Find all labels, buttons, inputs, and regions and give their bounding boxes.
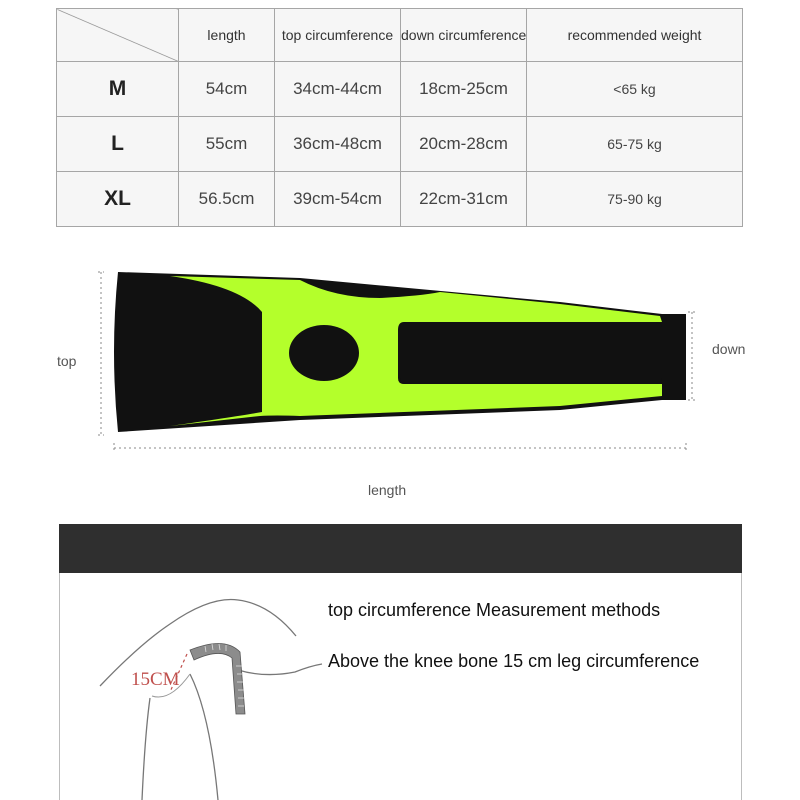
knee-outline xyxy=(238,664,322,675)
down-cell: 20cm-28cm xyxy=(401,117,527,172)
down-cell: 22cm-31cm xyxy=(401,172,527,227)
measurement-mark-label: 15CM xyxy=(131,669,180,690)
weight-cell: <65 kg xyxy=(527,62,743,117)
sleeve-knee-pad xyxy=(289,325,359,381)
weight-cell: 65-75 kg xyxy=(527,117,743,172)
length-cell: 54cm xyxy=(179,62,275,117)
knee-measurement-illustration xyxy=(60,574,330,800)
length-cell: 55cm xyxy=(179,117,275,172)
table-corner-cell xyxy=(57,9,179,62)
weight-cell: 75-90 kg xyxy=(527,172,743,227)
down-label: down xyxy=(712,341,746,357)
table-row xyxy=(57,62,743,117)
length-label: length xyxy=(368,482,407,498)
sleeve-diagram xyxy=(0,250,800,510)
sleeve-lower-pad xyxy=(400,322,662,384)
header-recommended-weight: recommended weight xyxy=(527,9,743,62)
header-length: length xyxy=(179,9,275,62)
header-top-circumference: top circumference xyxy=(275,9,401,62)
size-chart-table xyxy=(56,8,743,227)
top-cell: 36cm-48cm xyxy=(275,117,401,172)
top-cell: 34cm-44cm xyxy=(275,62,401,117)
measurement-method-title: top circumference Measurement methods xyxy=(328,600,661,620)
measuring-tape xyxy=(190,643,245,714)
table-header-row xyxy=(57,9,743,62)
top-label: top xyxy=(57,353,77,369)
section-header-band xyxy=(59,524,742,573)
top-cell: 39cm-54cm xyxy=(275,172,401,227)
length-cell: 56.5cm xyxy=(179,172,275,227)
down-cell: 18cm-25cm xyxy=(401,62,527,117)
calf-outline xyxy=(142,698,150,800)
size-cell: L xyxy=(57,117,179,172)
header-down-circumference: down circumference xyxy=(401,9,527,62)
size-cell: XL xyxy=(57,172,179,227)
measurement-method-description: Above the knee bone 15 cm leg circumference xyxy=(328,651,700,671)
table-row xyxy=(57,172,743,227)
shin-outline xyxy=(190,674,218,800)
sleeve-cuff xyxy=(662,314,686,400)
size-cell: M xyxy=(57,62,179,117)
thigh-outline xyxy=(100,600,296,687)
sleeve-illustration xyxy=(0,250,800,510)
table-row xyxy=(57,117,743,172)
